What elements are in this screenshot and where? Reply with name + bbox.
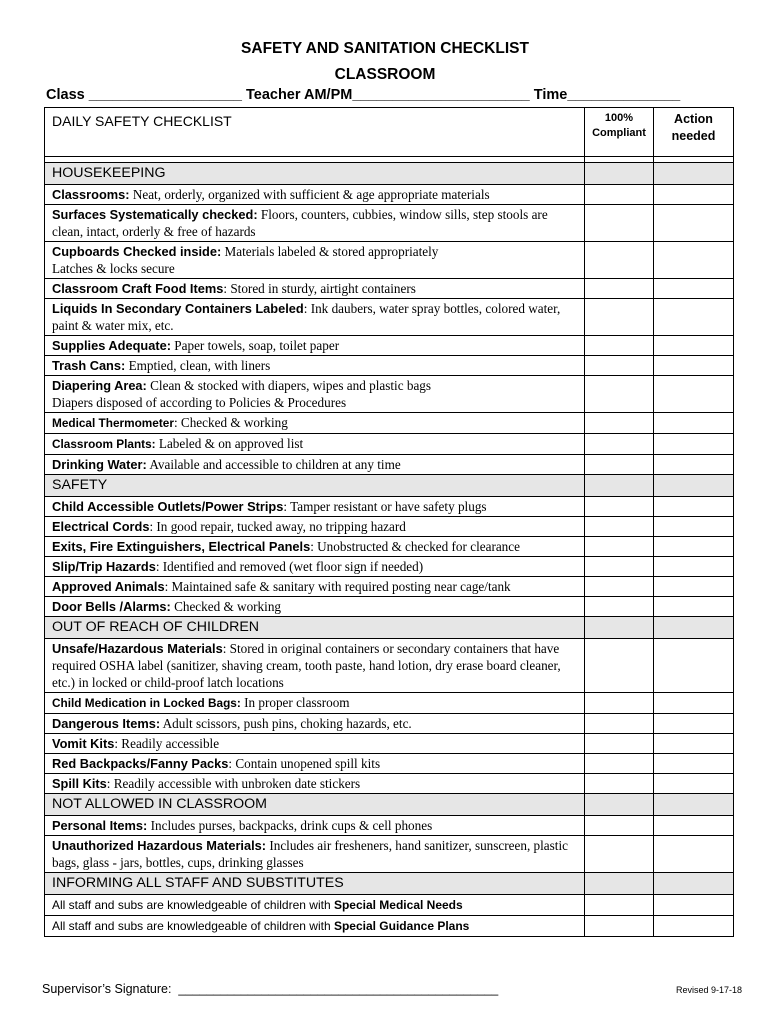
action-needed-cell[interactable] xyxy=(654,242,734,279)
item-key: Diapering Area: xyxy=(52,378,147,393)
action-needed-cell[interactable] xyxy=(654,774,734,794)
section-title: HOUSEKEEPING xyxy=(45,163,585,185)
checklist-item-row xyxy=(45,734,734,754)
item-key: Unauthorized Hazardous Materials: xyxy=(52,838,267,853)
compliant-checkbox-cell[interactable] xyxy=(585,693,654,714)
section-compliant-cell xyxy=(585,617,654,639)
item-text: Neat, orderly, organized with sufficient & age appropriate materials xyxy=(129,187,490,202)
checklist-item-row xyxy=(45,279,734,299)
item-text-line2: Latches & locks secure xyxy=(52,261,175,276)
action-needed-cell[interactable] xyxy=(654,537,734,557)
checklist-item-row xyxy=(45,185,734,205)
checklist-item-row xyxy=(45,597,734,617)
section-title: OUT OF REACH OF CHILDREN xyxy=(45,617,585,639)
section-action-cell xyxy=(654,163,734,185)
item-text: Adult scissors, push pins, choking hazards, etc. xyxy=(160,716,412,731)
compliant-checkbox-cell[interactable] xyxy=(585,299,654,336)
item-description xyxy=(45,413,585,434)
item-description xyxy=(45,455,585,475)
item-description xyxy=(45,517,585,537)
action-needed-cell[interactable] xyxy=(654,916,734,937)
item-description xyxy=(45,279,585,299)
item-description xyxy=(45,497,585,517)
item-text: Checked & working xyxy=(170,599,282,614)
checklist-item-row xyxy=(45,413,734,434)
action-header-line2: needed xyxy=(671,129,716,143)
item-key: Dangerous Items: xyxy=(52,716,161,731)
checklist-item-row xyxy=(45,434,734,455)
action-needed-cell[interactable] xyxy=(654,376,734,413)
section-compliant-cell xyxy=(585,163,654,185)
compliant-checkbox-cell[interactable] xyxy=(585,434,654,455)
compliant-checkbox-cell[interactable] xyxy=(585,774,654,794)
document-title: SAFETY AND SANITATION CHECKLIST xyxy=(241,40,529,57)
item-text: In proper classroom xyxy=(240,695,350,710)
compliant-checkbox-cell[interactable] xyxy=(585,557,654,577)
item-text: Includes purses, backpacks, drink cups & cell phones xyxy=(147,818,433,833)
item-description xyxy=(45,376,585,413)
item-text: Emptied, clean, with liners xyxy=(125,358,271,373)
compliant-header-line1: 100% xyxy=(604,112,634,124)
compliant-checkbox-cell[interactable] xyxy=(585,597,654,617)
action-needed-cell[interactable] xyxy=(654,336,734,356)
checklist-item-row xyxy=(45,517,734,537)
document-subtitle: CLASSROOM xyxy=(334,66,436,83)
item-key: Electrical Cords xyxy=(52,519,150,534)
item-text: : Unobstructed & checked for clearance xyxy=(310,539,520,554)
checklist-item-row xyxy=(45,376,734,413)
item-description xyxy=(45,185,585,205)
action-needed-cell[interactable] xyxy=(654,557,734,577)
compliant-checkbox-cell[interactable] xyxy=(585,836,654,873)
section-header-row xyxy=(45,617,734,639)
checklist-item-row xyxy=(45,205,734,242)
compliant-checkbox-cell[interactable] xyxy=(585,242,654,279)
compliant-column-header xyxy=(585,108,654,157)
compliant-checkbox-cell[interactable] xyxy=(585,376,654,413)
checklist-item-row xyxy=(45,455,734,475)
section-action-cell xyxy=(654,475,734,497)
checklist-item-row xyxy=(45,537,734,557)
item-text: : Ink daubers, water spray bottles, colored water, paint & water mix, etc. xyxy=(52,301,561,333)
compliant-checkbox-cell[interactable] xyxy=(585,895,654,916)
item-text: Floors, counters, cubbies, window sills, step stools are clean, intact, orderly & free of hazards xyxy=(52,207,548,239)
checklist-item-row xyxy=(45,639,734,693)
action-column-header xyxy=(654,108,734,157)
item-key: Special Guidance Plans xyxy=(333,919,470,933)
compliant-checkbox-cell[interactable] xyxy=(585,279,654,299)
item-key: Special Medical Needs xyxy=(333,898,463,912)
item-key: Child Accessible Outlets/Power Strips xyxy=(52,499,284,514)
item-description xyxy=(45,734,585,754)
checklist-item-row xyxy=(45,497,734,517)
item-text: : Tamper resistant or have safety plugs xyxy=(283,499,487,514)
item-description xyxy=(45,577,585,597)
action-header-line1: Action xyxy=(674,112,713,126)
item-description xyxy=(45,639,585,693)
checklist-item-row xyxy=(45,299,734,336)
compliant-checkbox-cell[interactable] xyxy=(585,754,654,774)
checklist-item-row xyxy=(45,754,734,774)
action-needed-cell[interactable] xyxy=(654,693,734,714)
item-text: Includes air fresheners, hand sanitizer, sunscreen, plastic bags, glass - jars, bottles, cups, drinking glasses xyxy=(52,838,568,870)
compliant-checkbox-cell[interactable] xyxy=(585,577,654,597)
checklist-item-row xyxy=(45,242,734,279)
item-key: Child Medication in Locked Bags: xyxy=(52,696,241,710)
item-text: All staff and subs are knowledgeable of children with xyxy=(52,898,334,912)
item-key: Vomit Kits xyxy=(52,736,115,751)
item-text: : Readily accessible with unbroken date stickers xyxy=(106,776,361,791)
action-needed-cell[interactable] xyxy=(654,754,734,774)
compliant-checkbox-cell[interactable] xyxy=(585,714,654,734)
action-needed-cell[interactable] xyxy=(654,205,734,242)
item-key: Approved Animals xyxy=(52,579,165,594)
checklist-item-row xyxy=(45,336,734,356)
item-key: Red Backpacks/Fanny Packs xyxy=(52,756,229,771)
section-header-row xyxy=(45,163,734,185)
checklist-item-row xyxy=(45,557,734,577)
item-text: All staff and subs are knowledgeable of children with xyxy=(52,919,334,933)
item-key: Liquids In Secondary Containers Labeled xyxy=(52,301,304,316)
action-needed-cell[interactable] xyxy=(654,356,734,376)
item-text: : Checked & working xyxy=(173,415,288,430)
compliant-checkbox-cell[interactable] xyxy=(585,517,654,537)
section-title: INFORMING ALL STAFF AND SUBSTITUTES xyxy=(45,873,585,895)
item-text: : Maintained safe & sanitary with required posting near cage/tank xyxy=(164,579,511,594)
action-needed-cell[interactable] xyxy=(654,517,734,537)
item-description xyxy=(45,356,585,376)
action-needed-cell[interactable] xyxy=(654,714,734,734)
compliant-checkbox-cell[interactable] xyxy=(585,185,654,205)
item-description xyxy=(45,557,585,577)
compliant-checkbox-cell[interactable] xyxy=(585,413,654,434)
section-title: NOT ALLOWED IN CLASSROOM xyxy=(45,794,585,816)
checklist-item-row xyxy=(45,693,734,714)
action-needed-cell[interactable] xyxy=(654,434,734,455)
item-key: Surfaces Systematically checked: xyxy=(52,207,258,222)
item-text: Paper towels, soap, toilet paper xyxy=(170,338,340,353)
item-description xyxy=(45,754,585,774)
item-description xyxy=(45,714,585,734)
item-text: Available and accessible to children at any time xyxy=(146,457,401,472)
item-key: Personal Items: xyxy=(52,818,148,833)
compliant-checkbox-cell[interactable] xyxy=(585,497,654,517)
section-header-row xyxy=(45,873,734,895)
item-description xyxy=(45,336,585,356)
item-key: Spill Kits xyxy=(52,776,107,791)
action-needed-cell[interactable] xyxy=(654,577,734,597)
item-text: Clean & stocked with diapers, wipes and plastic bags xyxy=(146,378,432,393)
item-text: : Readily accessible xyxy=(114,736,220,751)
checklist-item-row xyxy=(45,577,734,597)
item-key: Trash Cans: xyxy=(52,358,126,373)
item-text: : In good repair, tucked away, no tripping hazard xyxy=(149,519,406,534)
item-key: Drinking Water: xyxy=(52,457,147,472)
section-header-row xyxy=(45,475,734,497)
action-needed-cell[interactable] xyxy=(654,597,734,617)
class-teacher-time-line: Class ___________________ Teacher AM/PM______________________ Time______________ xyxy=(46,87,681,103)
action-needed-cell[interactable] xyxy=(654,185,734,205)
item-description xyxy=(45,537,585,557)
action-needed-cell[interactable] xyxy=(654,639,734,693)
checklist-item-row xyxy=(45,916,734,937)
item-key: Classroom Plants: xyxy=(52,437,156,451)
revision-date: Revised 9-17-18 xyxy=(676,985,743,995)
action-needed-cell[interactable] xyxy=(654,816,734,836)
section-header-row xyxy=(45,794,734,816)
compliant-checkbox-cell[interactable] xyxy=(585,205,654,242)
action-needed-cell[interactable] xyxy=(654,895,734,916)
section-title: SAFETY xyxy=(45,475,585,497)
action-needed-cell[interactable] xyxy=(654,279,734,299)
checklist-table xyxy=(44,107,734,937)
item-description xyxy=(45,916,585,937)
item-description xyxy=(45,597,585,617)
section-compliant-cell xyxy=(585,873,654,895)
item-text: : Identified and removed (wet floor sign if needed) xyxy=(155,559,424,574)
item-description xyxy=(45,205,585,242)
section-action-cell xyxy=(654,794,734,816)
item-key: Supplies Adequate: xyxy=(52,338,171,353)
item-key: Exits, Fire Extinguishers, Electrical Panels xyxy=(52,539,311,554)
section-action-cell xyxy=(654,617,734,639)
item-description xyxy=(45,299,585,336)
supervisor-signature-line: Supervisor’s Signature: ______________________________________________ xyxy=(42,982,499,996)
item-description xyxy=(45,434,585,455)
action-needed-cell[interactable] xyxy=(654,299,734,336)
item-description xyxy=(45,816,585,836)
daily-safety-checklist-heading: DAILY SAFETY CHECKLIST xyxy=(45,108,585,157)
action-needed-cell[interactable] xyxy=(654,413,734,434)
item-text: Labeled & on approved list xyxy=(155,436,304,451)
compliant-checkbox-cell[interactable] xyxy=(585,734,654,754)
action-needed-cell[interactable] xyxy=(654,734,734,754)
checklist-item-row xyxy=(45,836,734,873)
compliant-checkbox-cell[interactable] xyxy=(585,455,654,475)
item-text: : Stored in original containers or secondary containers that have required OSHA label (sanitizer, shaving cream, tooth paste, hand lotion, dry erase board cleaner, etc.) in locked or child-proof latch locations xyxy=(52,641,561,690)
checklist-item-row xyxy=(45,356,734,376)
action-needed-cell[interactable] xyxy=(654,497,734,517)
compliant-checkbox-cell[interactable] xyxy=(585,356,654,376)
item-key: Classroom Craft Food Items xyxy=(52,281,224,296)
item-description xyxy=(45,895,585,916)
item-text: : Contain unopened spill kits xyxy=(228,756,381,771)
item-description xyxy=(45,774,585,794)
checklist-item-row xyxy=(45,714,734,734)
item-key: Door Bells /Alarms: xyxy=(52,599,171,614)
action-needed-cell[interactable] xyxy=(654,836,734,873)
item-description xyxy=(45,693,585,714)
item-text: Materials labeled & stored appropriately xyxy=(221,244,439,259)
item-key: Slip/Trip Hazards xyxy=(52,559,156,574)
compliant-checkbox-cell[interactable] xyxy=(585,537,654,557)
table-header-row xyxy=(45,108,734,157)
item-description xyxy=(45,836,585,873)
compliant-checkbox-cell[interactable] xyxy=(585,916,654,937)
section-compliant-cell xyxy=(585,794,654,816)
compliant-checkbox-cell[interactable] xyxy=(585,816,654,836)
checklist-item-row xyxy=(45,895,734,916)
section-action-cell xyxy=(654,873,734,895)
action-needed-cell[interactable] xyxy=(654,455,734,475)
item-text-line2: Diapers disposed of according to Policies & Procedures xyxy=(52,395,347,410)
item-key: Cupboards Checked inside: xyxy=(52,244,222,259)
item-text: : Stored in sturdy, airtight containers xyxy=(223,281,416,296)
item-key: Medical Thermometer xyxy=(52,416,174,430)
compliant-checkbox-cell[interactable] xyxy=(585,639,654,693)
item-description xyxy=(45,242,585,279)
compliant-header-line2: Compliant xyxy=(592,127,646,139)
compliant-checkbox-cell[interactable] xyxy=(585,336,654,356)
item-key: Classrooms: xyxy=(52,187,130,202)
item-key: Unsafe/Hazardous Materials xyxy=(52,641,223,656)
section-compliant-cell xyxy=(585,475,654,497)
checklist-item-row xyxy=(45,816,734,836)
checklist-item-row xyxy=(45,774,734,794)
